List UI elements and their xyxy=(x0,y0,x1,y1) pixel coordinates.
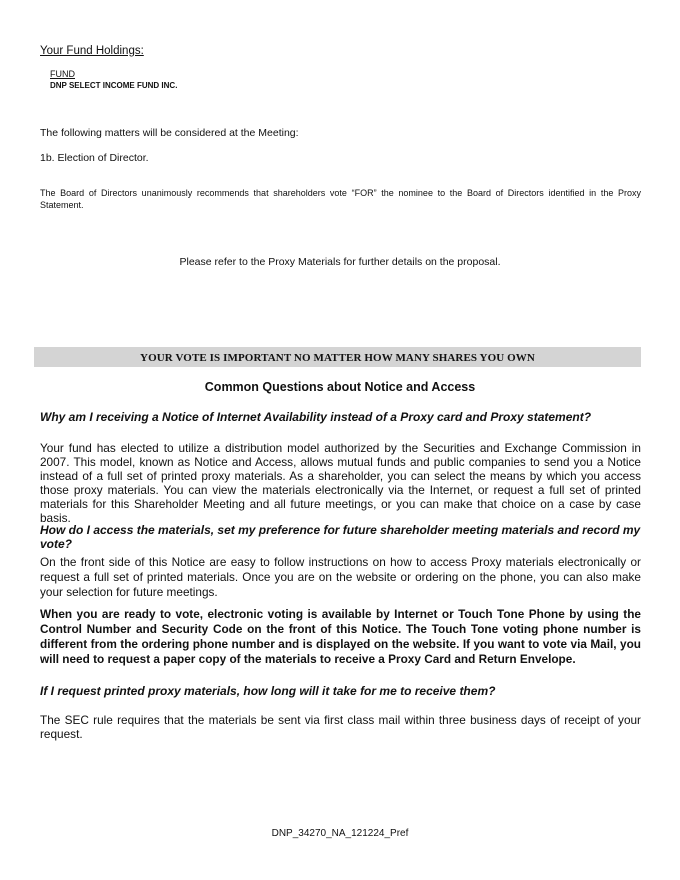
answer-2: On the front side of this Notice are easy to follow instructions on how to access Proxy materials electronically or request a full set of printed materials. Once you are on the website or ordering on the phone, you can also make your selection for future meetings. xyxy=(40,555,641,599)
question-2: How do I access the materials, set my preference for future shareholder meeting materials and record my vote? xyxy=(40,523,641,551)
proposal-item: 1b. Election of Director. xyxy=(40,152,149,164)
meeting-matters-intro: The following matters will be considered at the Meeting: xyxy=(40,127,299,139)
answer-2-voting-instructions: When you are ready to vote, electronic voting is available by Internet or Touch Tone Phone by using the Control Number and Security Code on the front of this Notice. The Touch Tone voting phone number is different from the ordering phone number and is displayed on the website. If you want to vote via Mail, you will need to request a paper copy of the materials to receive a Proxy Card and Return Envelope. xyxy=(40,607,641,666)
holdings-title: Your Fund Holdings: xyxy=(40,45,144,57)
fund-column-label: FUND xyxy=(50,69,75,79)
question-3: If I request printed proxy materials, how long will it take for me to receive them? xyxy=(40,684,496,698)
answer-1: Your fund has elected to utilize a distribution model authorized by the Securities and Exchange Commission in 2007. This model, known as Notice and Access, allows mutual funds and public companies to send you a Notice instead of a full set of printed proxy materials. As a shareholder, you can select the means by which you access those proxy materials. You can view the materials electronically via the Internet, or request a full set of printed materials for this Shareholder Meeting and all future meetings, or you can make that choice on a case by case basis. xyxy=(40,441,641,525)
document-code-footer: DNP_34270_NA_121224_Pref xyxy=(271,828,409,839)
board-recommendation: The Board of Directors unanimously recommends that shareholders vote “FOR” the nominee to the Board of Directors identified in the Proxy Statement. xyxy=(40,188,641,210)
question-1: Why am I receiving a Notice of Internet Availability instead of a Proxy card and Proxy statement? xyxy=(40,410,592,424)
proxy-materials-reference: Please refer to the Proxy Materials for further details on the proposal. xyxy=(179,256,501,268)
fund-name: DNP SELECT INCOME FUND INC. xyxy=(50,81,178,90)
vote-important-banner: YOUR VOTE IS IMPORTANT NO MATTER HOW MANY SHARES YOU OWN xyxy=(34,347,641,367)
qa-section-title: Common Questions about Notice and Access xyxy=(204,380,476,394)
answer-3: The SEC rule requires that the materials be sent via first class mail within three business days of receipt of your request. xyxy=(40,713,641,741)
